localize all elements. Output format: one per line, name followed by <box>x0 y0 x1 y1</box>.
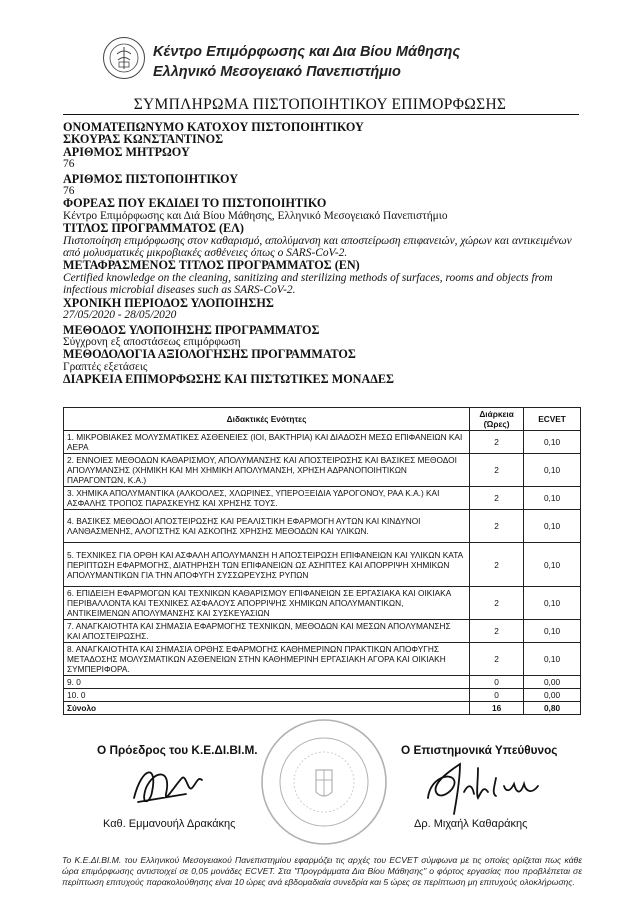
header-modules: Διδακτικές Ενότητες <box>64 408 470 431</box>
president-name: Καθ. Εμμανουήλ Δρακάκης <box>103 818 236 830</box>
program-title-el-label: ΤΙΤΛΟΣ ΠΡΟΓΡΑΜΜΑΤΟΣ (ΕΛ) <box>63 221 244 236</box>
scientific-lead-name: Δρ. Μιχαήλ Καθαράκης <box>414 818 528 830</box>
module-title: 3. ΧΗΜΙΚΑ ΑΠΟΛΥΜΑΝΤΙΚΑ (ΑΛΚΟΟΛΕΣ, ΧΛΩΡΙΝΕΣ, ΥΠΕΡΟΞΕΙΔΙΑ ΥΔΡΟΓΟΝΟΥ, ΡΑΑ Κ.Α.) ΚΑΙ ΑΣΦΑΛΗΣ ΤΡΟΠΟΣ ΠΑΡΑΣΚΕΥΗΣ ΚΑΙ ΧΡΗΣΗΣ ΤΟΥΣ. <box>64 487 470 510</box>
table-row <box>64 454 581 487</box>
period-label: ΧΡΟΝΙΚΗ ΠΕΡΙΟΔΟΣ ΥΛΟΠΟΙΗΣΗΣ <box>63 295 274 310</box>
university-seal-logo <box>102 36 146 80</box>
registry-label: ΑΡΙΘΜΟΣ ΜΗΤΡΩΟΥ <box>63 144 190 159</box>
module-title: 2. ΕΝΝΟΙΕΣ ΜΕΘΟΔΩΝ ΚΑΘΑΡΙΣΜΟΥ, ΑΠΟΛΥΜΑΝΣΗΣ ΚΑΙ ΑΠΟΣΤΕΙΡΩΣΗΣ ΚΑΙ ΒΑΣΙΚΕΣ ΜΕΘΟΔΟΙ ΑΠΟΛΥΜΑΝΣΗΣ (ΧΗΜΙΚΗ ΚΑΙ ΜΗ ΧΗΜΙΚΗ ΑΠΟΛΥΜΑΝΣΗ, ΧΡΗΣΗ ΑΔΡΑΝΟΠΟΙΗΤΙΚΩΝ ΠΑΡΑΓΟΝΤΩΝ, Κ.Α.) <box>64 454 470 487</box>
footer-note: Το Κ.Ε.ΔΙ.ΒΙ.Μ. του Ελληνικού Μεσογειακού Πανεπιστημίου εφαρμόζει τις αρχές του ECVET σύμφωνα με τις οποίες ορίζεται πως κάθε ώρα επιμόρφωσης αντιστοιχεί σε 0,05 μονάδες ECVET. Στα "Προγράμματα Δια Βίου Μάθησης" ο φόρτος εργασίας που προβλέπεται σε περίπτωση επιτυχούς παρακολούθησης είναι 10 ώρες ανά εβδομαδιαία συνεδρία και 5 ώρες σε περίπτωση μη επιτυχούς ολοκλήρωσης. <box>62 855 582 887</box>
module-ecvet: 0,00 <box>524 676 581 689</box>
module-title: 4. ΒΑΣΙΚΕΣ ΜΕΘΟΔΟΙ ΑΠΟΣΤΕΙΡΩΣΗΣ ΚΑΙ ΡΕΑΛΙΣΤΙΚΗ ΕΦΑΡΜΟΓΗ ΑΥΤΩΝ ΚΑΙ ΚΙΝΔΥΝΟΙ ΛΑΝΘΑΣΜΕΝΗΣ, ΑΛΟΓΙΣΤΗΣ ΚΑΙ ΑΣΚΟΠΗΣ ΧΡΗΣΗΣ ΜΕΘΟΔΩΝ ΚΑΙ ΥΛΙΚΩΝ. <box>64 510 470 543</box>
module-ecvet: 0,10 <box>524 620 581 643</box>
module-ecvet: 0,10 <box>524 643 581 676</box>
module-title: 9. 0 <box>64 676 470 689</box>
module-title: 7. ΑΝΑΓΚΑΙΟΤΗΤΑ ΚΑΙ ΣΗΜΑΣΙΑ ΕΦΑΡΜΟΓΗΣ ΤΕΧΝΙΚΩΝ, ΜΕΘΟΔΩΝ ΚΑΙ ΜΕΣΩΝ ΑΠΟΛΥΜΑΝΣΗΣ ΚΑΙ ΑΠΟΣΤΕΙΡΩΣΗΣ. <box>64 620 470 643</box>
module-ecvet: 0,10 <box>524 487 581 510</box>
president-signature <box>128 758 206 814</box>
table-row <box>64 431 581 454</box>
issuer-value: Κέντρο Επιμόρφωσης και Διά Βίου Μάθησης, Ελληνικό Μεσογειακό Πανεπιστήμιο <box>63 209 448 222</box>
total-ecvet: 0,80 <box>524 702 581 715</box>
table-row <box>64 543 581 587</box>
module-ecvet: 0,10 <box>524 510 581 543</box>
table-row <box>64 620 581 643</box>
assessment-value: Γραπτές εξετάσεις <box>63 360 148 373</box>
holder-value: ΣΚΟΥΡΑΣ ΚΩΝΣΤΑΝΤΙΝΟΣ <box>63 132 224 147</box>
duration-label: ΔΙΑΡΚΕΙΑ ΕΠΙΜΟΡΦΩΣΗΣ ΚΑΙ ΠΙΣΤΩΤΙΚΕΣ ΜΟΝΑΔΕΣ <box>63 372 395 387</box>
program-title-el-value: Πιστοποίηση επιμόρφωσης στον καθαρισμό, απολύμανση και αποστείρωση επιφανειών, χώρων και αντικειμένων από μολυσματικές μικροβιακές ασθένειες όπως ο SARS-CoV-2. <box>63 234 572 260</box>
module-hours: 2 <box>470 543 524 587</box>
module-title: 5. ΤΕΧΝΙΚΕΣ ΓΙΑ ΟΡΘΗ ΚΑΙ ΑΣΦΑΛΗ ΑΠΟΛΥΜΑΝΣΗ Η ΑΠΟΣΤΕΙΡΩΣΗ ΕΠΙΦΑΝΕΙΩΝ ΚΑΙ ΥΛΙΚΩΝ ΚΑΤΑ ΠΕΡΙΠΤΩΣΗ ΕΦΑΡΜΟΓΗΣ, ΔΙΑΤΗΡΗΣΗ ΤΩΝ ΕΠΙΦΑΝΕΙΩΝ ΩΣ ΑΣΗΠΤΕΣ ΚΑΙ ΑΠΟΡΡΙΨΗ ΧΗΜΙΚΩΝ ΑΠΟΛΥΜΑΝΤΙΚΩΝ ΓΙΑ ΤΗΝ ΑΠΟΦΥΓΗ ΣΥΣΣΩΡΕΥΣΗΣ ΡΥΠΩΝ <box>64 543 470 587</box>
module-ecvet: 0,10 <box>524 454 581 487</box>
total-label: Σύνολο <box>64 702 470 715</box>
cert-number-value: 76 <box>63 185 75 198</box>
module-hours: 2 <box>470 620 524 643</box>
table-row <box>64 643 581 676</box>
document-title: ΣΥΜΠΛΗΡΩΜΑ ΠΙΣΤΟΠΟΙΗΤΙΚΟΥ ΕΠΙΜΟΡΦΩΣΗΣ <box>133 96 507 113</box>
module-title: 10. 0 <box>64 689 470 702</box>
period-value: 27/05/2020 - 28/05/2020 <box>63 309 177 322</box>
method-label: ΜΕΘΟΔΟΣ ΥΛΟΠΟΙΗΣΗΣ ΠΡΟΓΡΑΜΜΑΤΟΣ <box>63 322 320 337</box>
module-hours: 2 <box>470 454 524 487</box>
module-hours: 0 <box>470 676 524 689</box>
method-value: Σύγχρονη εξ αποστάσεως επιμόρφωση <box>63 335 241 348</box>
assessment-label: ΜΕΘΟΔΟΛΟΓΙΑ ΑΞΙΟΛΟΓΗΣΗΣ ΠΡΟΓΡΑΜΜΑΤΟΣ <box>63 347 356 362</box>
certificate-fields <box>63 121 583 386</box>
table-total-row <box>64 702 581 715</box>
program-title-en-value: Certified knowledge on the cleaning, sanitizing and sterilizing methods of surfaces, rooms and objects from infectious microbial diseases such as SARS-CoV-2. <box>63 271 553 297</box>
total-hours: 16 <box>470 702 524 715</box>
official-stamp <box>258 716 390 848</box>
module-hours: 2 <box>470 487 524 510</box>
module-hours: 2 <box>470 510 524 543</box>
scientific-lead-signature <box>420 758 550 818</box>
institution-name: Κέντρο Επιμόρφωσης και Δια Βίου Μάθησης <box>153 44 461 60</box>
table-row <box>64 689 581 702</box>
issuer-label: ΦΟΡΕΑΣ ΠΟΥ ΕΚΔΙΔΕΙ ΤΟ ΠΙΣΤΟΠΟΙΗΤΙΚΟ <box>63 196 327 211</box>
registry-value: 76 <box>63 158 75 171</box>
table-row <box>64 587 581 620</box>
module-hours: 2 <box>470 431 524 454</box>
module-ecvet: 0,00 <box>524 689 581 702</box>
holder-label: ΟΝΟΜΑΤΕΠΩΝΥΜΟ ΚΑΤΟΧΟΥ ΠΙΣΤΟΠΟΙΗΤΙΚΟΥ <box>63 120 364 134</box>
cert-number-label: ΑΡΙΘΜΟΣ ΠΙΣΤΟΠΟΙΗΤΙΚΟΥ <box>63 171 239 186</box>
university-name: Ελληνικό Μεσογειακό Πανεπιστήμιο <box>153 64 401 80</box>
header-ecvet: ECVET <box>524 408 581 431</box>
header-duration: Διάρκεια (Ώρες) <box>470 408 524 431</box>
table-row <box>64 510 581 543</box>
modules-table <box>63 407 581 715</box>
module-title: 1. ΜΙΚΡΟΒΙΑΚΕΣ ΜΟΛΥΣΜΑΤΙΚΕΣ ΑΣΘΕΝΕΙΕΣ (ΙΟΙ, ΒΑΚΤΗΡΙΑ) ΚΑΙ ΔΙΑΔΟΣΗ ΜΕΣΩ ΕΠΙΦΑΝΕΙΩΝ ΚΑΙ ΑΕΡΑ <box>64 431 470 454</box>
scientific-lead-title: Ο Επιστημονικά Υπεύθυνος <box>401 743 558 757</box>
module-title: 6. ΕΠΙΔΕΙΞΗ ΕΦΑΡΜΟΓΩΝ ΚΑΙ ΤΕΧΝΙΚΩΝ ΚΑΘΑΡΙΣΜΟΥ ΕΠΙΦΑΝΕΙΩΝ ΣΕ ΕΡΓΑΣΙΑΚΑ ΚΑΙ ΟΙΚΙΑΚΑ ΠΕΡΙΒΑΛΛΟΝΤΑ ΚΑΙ ΤΕΧΝΙΚΕΣ ΑΣΦΑΛΟΥΣ ΑΠΟΡΡΙΨΗΣ ΧΗΜΙΚΩΝ ΑΠΟΛΥΜΑΝΤΙΚΩΝ, ΑΝΤΙΚΕΙΜΕΝΩΝ ΑΠΟΛΥΜΑΝΣΗΣ ΚΑΙ ΣΥΣΚΕΥΑΣΙΩΝ <box>64 587 470 620</box>
module-title: 8. ΑΝΑΓΚΑΙΟΤΗΤΑ ΚΑΙ ΣΗΜΑΣΙΑ ΟΡΘΗΣ ΕΦΑΡΜΟΓΗΣ ΚΑΘΗΜΕΡΙΝΩΝ ΠΡΑΚΤΙΚΩΝ ΑΠΟΦΥΓΗΣ ΜΕΤΑΔΟΣΗΣ ΜΟΛΥΣΜΑΤΙΚΩΝ ΑΣΘΕΝΕΙΩΝ ΣΤΗΝ ΚΑΘΗΜΕΡΙΝΗ ΕΡΓΑΣΙΑΚΗ ΑΓΟΡΑ ΚΑΙ ΟΙΚΙΑΚΗ ΣΥΜΠΕΡΙΦΟΡΑ. <box>64 643 470 676</box>
president-title: Ο Πρόεδρος του Κ.Ε.ΔΙ.ΒΙ.Μ. <box>97 743 258 757</box>
table-row <box>64 487 581 510</box>
module-ecvet: 0,10 <box>524 431 581 454</box>
module-hours: 2 <box>470 643 524 676</box>
module-hours: 2 <box>470 587 524 620</box>
title-rule <box>63 114 579 115</box>
table-header-row <box>64 408 581 431</box>
table-row <box>64 676 581 689</box>
module-ecvet: 0,10 <box>524 587 581 620</box>
program-title-en-label: ΜΕΤΑΦΡΑΣΜΕΝΟΣ ΤΙΤΛΟΣ ΠΡΟΓΡΑΜΜΑΤΟΣ (EN) <box>63 258 360 273</box>
module-ecvet: 0,10 <box>524 543 581 587</box>
module-hours: 0 <box>470 689 524 702</box>
